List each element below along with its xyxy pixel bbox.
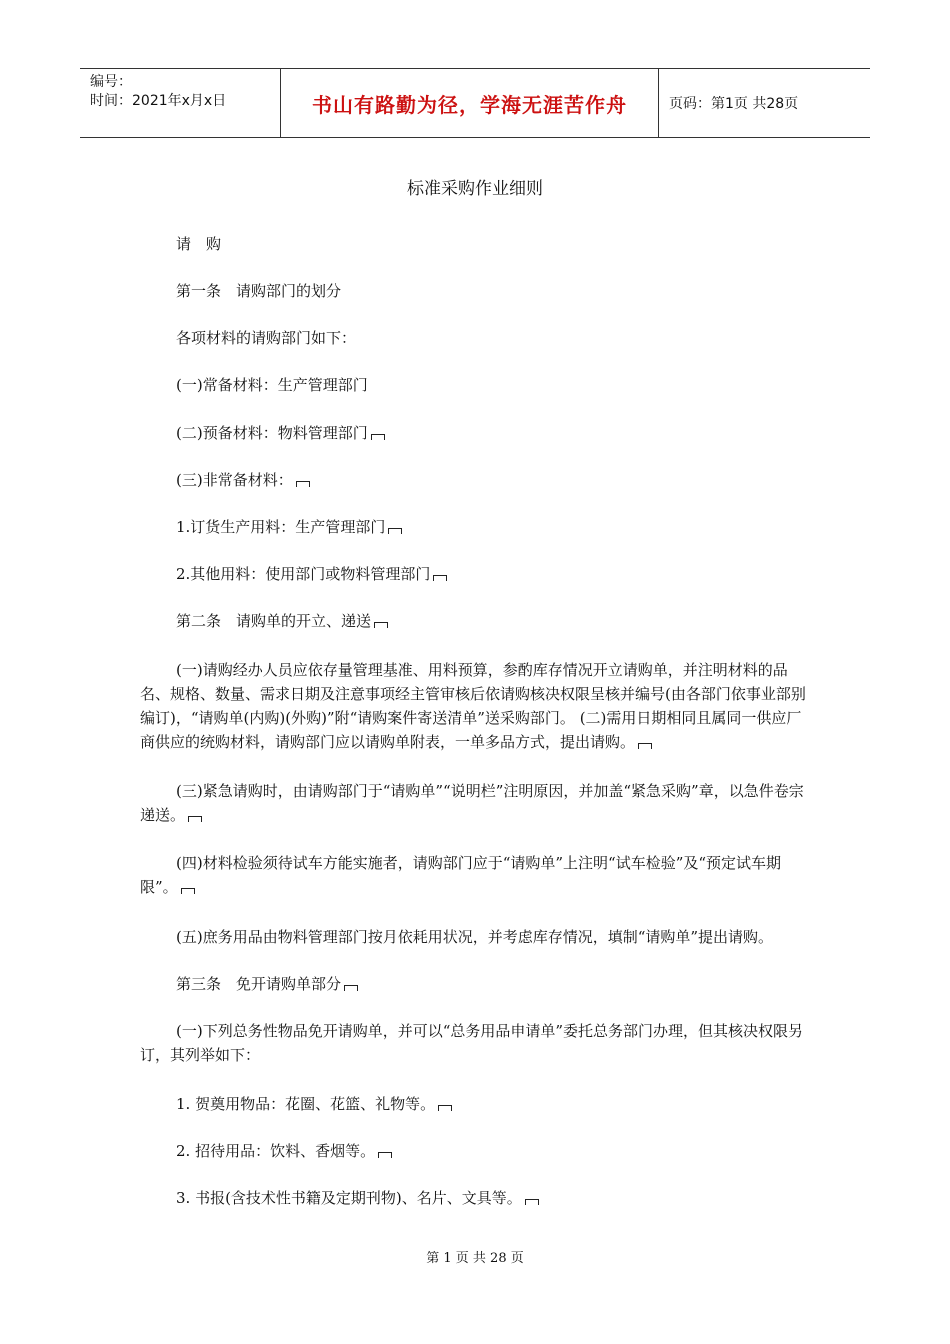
paragraph-mark-icon <box>371 434 385 440</box>
list-item: 3. 书报(含技术性书籍及定期刊物)、名片、文具等。 <box>176 1186 539 1210</box>
list-item: 2. 招待用品：饮料、香烟等。 <box>176 1139 392 1163</box>
paragraph-long: (一)请购经办人员应依存量管理基准、用料预算，参酌库存情况开立请购单，并注明材料的品名、规格、数量、需求日期及注意事项经主管审核后依请购核决权限呈核并编号(由各部门依事业部别编订)，“请购单(内购)(外购)”附“请购案件寄送清单”送采购部门。 (二)需用日期相同且属同一供应厂商供应的统购材料，请购部门应以请购单附表，一单多品方式，提出请购。 <box>140 661 806 751</box>
paragraph-item: (二)预备材料：物料管理部门 <box>176 421 385 445</box>
article-heading: 第三条 免开请购单部分 <box>176 972 358 996</box>
paragraph: 各项材料的请购部门如下： <box>176 329 357 347</box>
number-label: 编号： <box>90 74 132 90</box>
paragraph-mark-icon <box>433 575 447 581</box>
paragraph-long: (五)庶务用品由物料管理部门按月依耗用状况，并考虑库存情况，填制“请购单”提出请购。 <box>176 928 774 946</box>
paragraph-mark-icon <box>378 1152 392 1158</box>
header-meta <box>80 69 281 137</box>
paragraph-mark-icon <box>374 622 388 628</box>
paragraph: (一)常备材料：生产管理部门 <box>176 376 368 394</box>
page-header <box>80 68 870 138</box>
paragraph-long: (三)紧急请购时，由请购部门于“请购单”“说明栏”注明原因，并加盖“紧急采购”章，以急件卷宗递送。 <box>140 782 804 824</box>
paragraph-mark-icon <box>181 888 195 894</box>
paragraph-item: (三)非常备材料： <box>176 468 310 492</box>
page-footer: 第 1 页 共 28 页 <box>426 1251 524 1266</box>
article-heading: 第二条 请购单的开立、递送 <box>176 609 388 633</box>
article-heading: 第一条 请购部门的划分 <box>176 282 342 300</box>
paragraph-item: 1.订货生产用料：生产管理部门 <box>176 515 402 539</box>
section-heading: 请 购 <box>176 235 222 253</box>
header-page-info: 页码：第1页 共28页 <box>669 96 799 112</box>
paragraph-mark-icon <box>344 985 358 991</box>
time-label: 时间：2021年x月x日 <box>90 93 227 109</box>
paragraph-long: (四)材料检验须待试车方能实施者，请购部门应于“请购单”上注明“试车检验”及“预定试车期限”。 <box>140 854 782 896</box>
paragraph-mark-icon <box>638 743 652 749</box>
paragraph-mark-icon <box>188 816 202 822</box>
paragraph-long: (一)下列总务性物品免开请购单，并可以“总务用品申请单”委托总务部门办理，但其核决权限另订，其列举如下： <box>140 1022 804 1064</box>
paragraph-mark-icon <box>296 481 310 487</box>
doc-title: 标准采购作业细则 <box>407 179 543 199</box>
paragraph-mark-icon <box>438 1105 452 1111</box>
paragraph-item: 2.其他用料：使用部门或物料管理部门 <box>176 562 447 586</box>
paragraph-mark-icon <box>525 1199 539 1205</box>
header-motto: 书山有路勤为径，学海无涯苦作舟 <box>281 69 659 137</box>
list-item: 1. 贺奠用物品：花圈、花篮、礼物等。 <box>176 1092 452 1116</box>
paragraph-mark-icon <box>388 528 402 534</box>
